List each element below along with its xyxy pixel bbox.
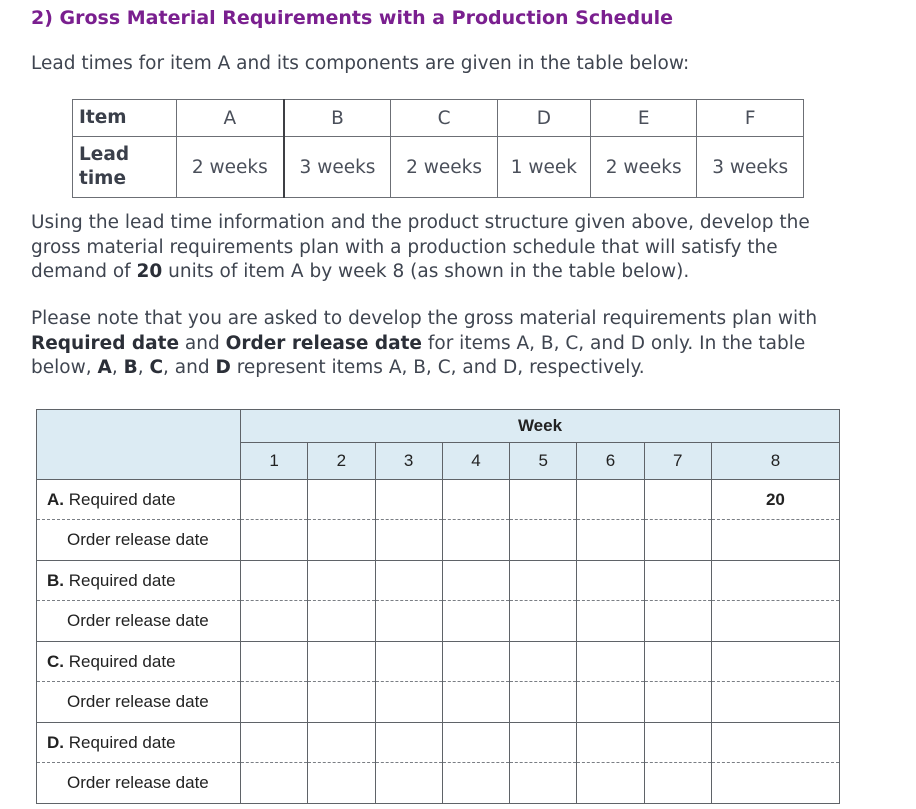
lead-table-time-row — [73, 137, 804, 198]
item-c-required-week-3[interactable] — [375, 642, 442, 682]
item-c-order-week-7[interactable] — [644, 682, 711, 723]
lead-table-item-row — [73, 100, 804, 137]
item-d-required-week-7[interactable] — [644, 723, 711, 763]
lead-time-header: Lead time — [73, 137, 177, 198]
item-e: E — [590, 100, 696, 137]
lead-time-d: 1 week — [497, 137, 590, 198]
item-a-required-week-1[interactable] — [241, 480, 308, 520]
item-b-order-week-3[interactable] — [375, 601, 442, 642]
item-d-order-week-4[interactable] — [442, 763, 509, 804]
week-1-header: 1 — [241, 443, 308, 480]
item-d-order-week-2[interactable] — [308, 763, 375, 804]
item-b-order-week-8[interactable] — [711, 601, 839, 642]
item-b-order-week-7[interactable] — [644, 601, 711, 642]
item-d-required-week-8[interactable] — [711, 723, 839, 763]
item-d-required-week-4[interactable] — [442, 723, 509, 763]
week-4-header: 4 — [442, 443, 509, 480]
item-b: B — [284, 100, 391, 137]
item-c-required-week-8[interactable] — [711, 642, 839, 682]
item-b-required-week-5[interactable] — [510, 561, 577, 601]
item-a-required-week-5[interactable] — [510, 480, 577, 520]
schedule-corner-cell — [37, 410, 241, 480]
item-b-required-week-2[interactable] — [308, 561, 375, 601]
item-b-order-week-5[interactable] — [510, 601, 577, 642]
item-b-required-row — [37, 561, 840, 601]
item-a-order-week-3[interactable] — [375, 520, 442, 561]
item-a-required-week-3[interactable] — [375, 480, 442, 520]
week-5-header: 5 — [510, 443, 577, 480]
item-a-order-week-8[interactable] — [711, 520, 839, 561]
item-d-required-week-3[interactable] — [375, 723, 442, 763]
item-d-order-week-8[interactable] — [711, 763, 839, 804]
week-3-header: 3 — [375, 443, 442, 480]
item-a-order-week-5[interactable] — [510, 520, 577, 561]
item-c-required-week-7[interactable] — [644, 642, 711, 682]
item-b-required-week-4[interactable] — [442, 561, 509, 601]
item-a-required-week-8[interactable]: 20 — [711, 480, 839, 520]
item-d-required-week-5[interactable] — [510, 723, 577, 763]
item-a: A — [177, 100, 284, 137]
item-c-order-label: Order release date — [37, 682, 241, 723]
item-c-order-week-4[interactable] — [442, 682, 509, 723]
item-c-required-week-2[interactable] — [308, 642, 375, 682]
week-7-header: 7 — [644, 443, 711, 480]
item-c-order-week-5[interactable] — [510, 682, 577, 723]
item-a-order-week-2[interactable] — [308, 520, 375, 561]
item-c-order-week-1[interactable] — [241, 682, 308, 723]
lead-time-b: 3 weeks — [284, 137, 391, 198]
item-d-required-row — [37, 723, 840, 763]
item-b-required-week-8[interactable] — [711, 561, 839, 601]
week-8-header: 8 — [711, 443, 839, 480]
week-6-header: 6 — [577, 443, 644, 480]
item-b-required-week-1[interactable] — [241, 561, 308, 601]
item-b-order-label: Order release date — [37, 601, 241, 642]
lead-time-e: 2 weeks — [590, 137, 696, 198]
item-c-order-week-6[interactable] — [577, 682, 644, 723]
item-b-order-week-4[interactable] — [442, 601, 509, 642]
item-c-required-week-4[interactable] — [442, 642, 509, 682]
item-a-order-label: Order release date — [37, 520, 241, 561]
item-d-order-row — [37, 763, 840, 804]
item-b-order-week-2[interactable] — [308, 601, 375, 642]
item-d-required-label: D. Required date — [37, 723, 241, 763]
item-b-required-label: B. Required date — [37, 561, 241, 601]
section-title: 2) Gross Material Requirements with a Production Schedule — [31, 7, 674, 29]
item-b-required-week-7[interactable] — [644, 561, 711, 601]
item-d-order-week-1[interactable] — [241, 763, 308, 804]
item-b-order-row — [37, 601, 840, 642]
item-a-required-week-7[interactable] — [644, 480, 711, 520]
item-c-required-week-5[interactable] — [510, 642, 577, 682]
week-header: Week — [241, 410, 840, 443]
instructions-paragraph: Using the lead time information and the product structure given above, develop the gross material requirements plan with a production schedule that will satisfy the demand of 20 units of item A by week 8 (as shown in the table below). — [31, 212, 810, 282]
item-b-order-week-1[interactable] — [241, 601, 308, 642]
item-b-required-week-6[interactable] — [577, 561, 644, 601]
lead-time-a: 2 weeks — [177, 137, 284, 198]
item-a-order-week-6[interactable] — [577, 520, 644, 561]
lead-time-c: 2 weeks — [391, 137, 497, 198]
item-a-required-week-2[interactable] — [308, 480, 375, 520]
note-paragraph: Please note that you are asked to develop the gross material requirements plan with Required date and Order release date for items A, B, C, and D only. In the table below, A, B, C, and D represent items A, B, C, and D, respectively. — [31, 308, 818, 378]
item-header: Item — [73, 100, 177, 137]
week-2-header: 2 — [308, 443, 375, 480]
item-d-required-week-2[interactable] — [308, 723, 375, 763]
item-d-order-label: Order release date — [37, 763, 241, 804]
item-a-order-row — [37, 520, 840, 561]
item-c-required-week-6[interactable] — [577, 642, 644, 682]
intro-text: Lead times for item A and its components are given in the table below: — [31, 53, 690, 74]
item-c-order-week-3[interactable] — [375, 682, 442, 723]
item-c-order-row — [37, 682, 840, 723]
item-d-order-week-6[interactable] — [577, 763, 644, 804]
item-c-order-week-2[interactable] — [308, 682, 375, 723]
item-d-required-week-1[interactable] — [241, 723, 308, 763]
item-c-required-week-1[interactable] — [241, 642, 308, 682]
item-a-required-label: A. Required date — [37, 480, 241, 520]
item-d-required-week-6[interactable] — [577, 723, 644, 763]
item-c-required-label: C. Required date — [37, 642, 241, 682]
lead-time-table — [72, 99, 804, 198]
item-d-order-week-3[interactable] — [375, 763, 442, 804]
lead-time-f: 3 weeks — [697, 137, 804, 198]
item-b-required-week-3[interactable] — [375, 561, 442, 601]
item-c: C — [391, 100, 497, 137]
item-a-required-week-4[interactable] — [442, 480, 509, 520]
item-a-required-week-6[interactable] — [577, 480, 644, 520]
item-a-order-week-1[interactable] — [241, 520, 308, 561]
mrp-schedule-table — [36, 409, 840, 804]
item-a-required-row — [37, 480, 840, 520]
item-d: D — [497, 100, 590, 137]
item-d-order-week-7[interactable] — [644, 763, 711, 804]
item-f: F — [697, 100, 804, 137]
item-d-order-week-5[interactable] — [510, 763, 577, 804]
schedule-week-header-row — [37, 410, 840, 443]
item-b-order-week-6[interactable] — [577, 601, 644, 642]
item-a-order-week-7[interactable] — [644, 520, 711, 561]
item-a-order-week-4[interactable] — [442, 520, 509, 561]
item-c-required-row — [37, 642, 840, 682]
item-c-order-week-8[interactable] — [711, 682, 839, 723]
